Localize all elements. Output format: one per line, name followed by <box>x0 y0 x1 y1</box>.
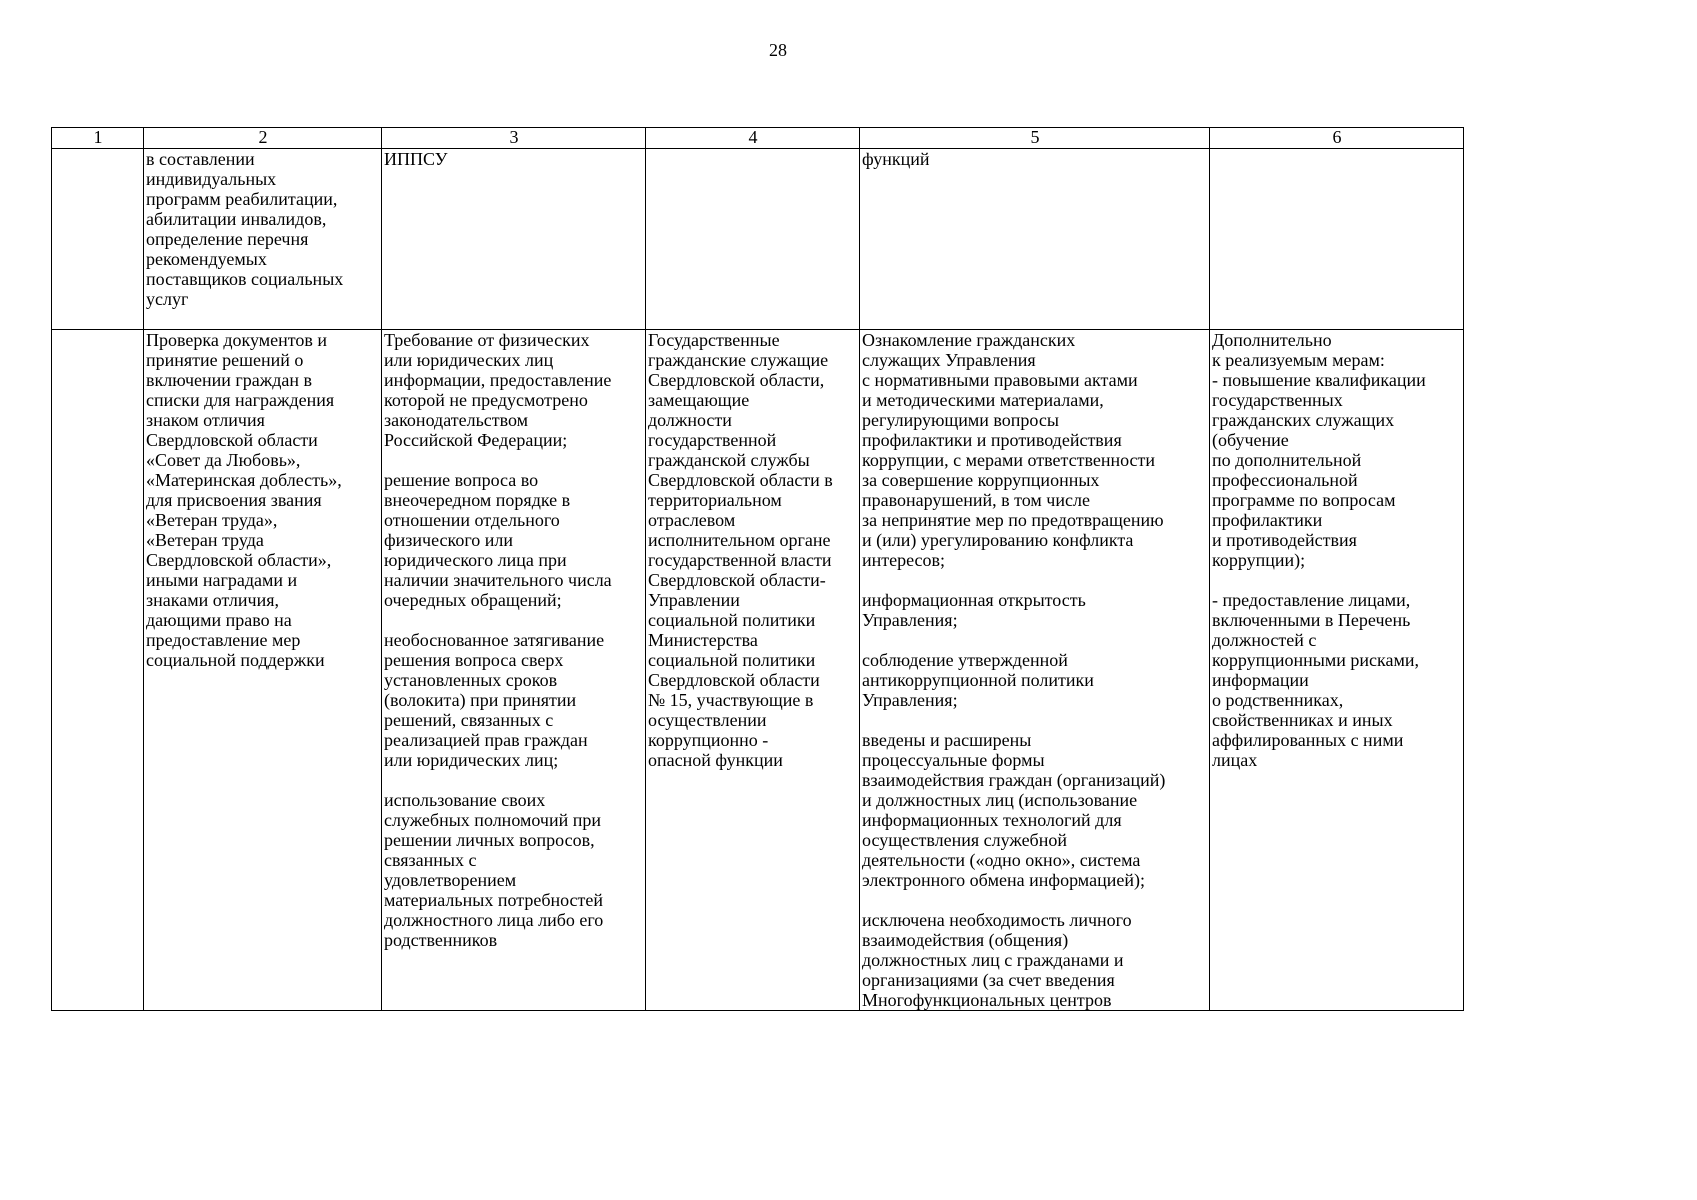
header-cell-1: 1 <box>52 128 144 149</box>
table-header-row <box>52 128 1464 149</box>
page-number: 28 <box>769 40 787 60</box>
row-1-col-5: функций <box>860 149 1210 330</box>
row-2-col-5: Ознакомление гражданских служащих Управления с нормативными правовыми актами и методическими материалами, регулирующими вопросы профилактики и противодействия коррупции, с мерами ответственности за совершение коррупционных правонарушений, в том числе за непринятие мер по предотвращению и (или) урегулированию конфликта интересов; информационная открытость Управления; соблюдение утвержденной антикоррупционной политики Управления; введены и расширены процессуальные формы взаимодействия граждан (организаций) и должностных лиц (использование информационных технологий для осуществления служебной деятельности («одно окно», система электронного обмена информацией); исключена необходимость личного взаимодействия (общения) должностных лиц с гражданами и организациями (за счет введения Многофункциональных центров <box>860 330 1210 1011</box>
header-cell-5: 5 <box>860 128 1210 149</box>
header-cell-2: 2 <box>144 128 382 149</box>
row-1-col-3: ИППСУ <box>382 149 646 330</box>
row-1-col-1 <box>52 149 144 330</box>
row-2-col-1 <box>52 330 144 1011</box>
row-2-col-2: Проверка документов и принятие решений о включении граждан в списки для награждения знаком отличия Свердловской области «Совет да Любовь», «Материнская доблесть», для присвоения звания «Ветеран труда», «Ветеран труда Свердловской области», иными наградами и знаками отличия, дающими право на предоставление мер социальной поддержки <box>144 330 382 1011</box>
row-2-col-3: Требование от физических или юридических лиц информации, предоставление которой не предусмотрено законодательством Российской Федерации; решение вопроса во внеочередном порядке в отношении отдельного физического или юридического лица при наличии значительного числа очередных обращений; необоснованное затягивание решения вопроса сверх установленных сроков (волокита) при принятии решений, связанных с реализацией прав граждан или юридических лиц; использование своих служебных полномочий при решении личных вопросов, связанных с удовлетворением материальных потребностей должностного лица либо его родственников <box>382 330 646 1011</box>
measures-table <box>51 127 1464 1011</box>
row-2-col-4: Государственные гражданские служащие Свердловской области, замещающие должности государственной гражданской службы Свердловской области в территориальном отраслевом исполнительном органе государственной власти Свердловской области- Управлении социальной политики Министерства социальной политики Свердловской области № 15, участвующие в осуществлении коррупционно - опасной функции <box>646 330 860 1011</box>
header-cell-4: 4 <box>646 128 860 149</box>
row-2-col-6: Дополнительно к реализуемым мерам: - повышение квалификации государственных гражданских служащих (обучение по дополнительной профессиональной программе по вопросам профилактики и противодействия коррупции); - предоставление лицами, включенными в Перечень должностей с коррупционными рисками, информации о родственниках, свойственниках и иных аффилированных с ними лицах <box>1210 330 1464 1011</box>
table-row <box>52 149 1464 330</box>
table-row <box>52 330 1464 1011</box>
row-1-col-6 <box>1210 149 1464 330</box>
header-cell-3: 3 <box>382 128 646 149</box>
header-cell-6: 6 <box>1210 128 1464 149</box>
row-1-col-4 <box>646 149 860 330</box>
row-1-col-2: в составлении индивидуальных программ реабилитации, абилитации инвалидов, определение перечня рекомендуемых поставщиков социальных услуг <box>144 149 382 330</box>
